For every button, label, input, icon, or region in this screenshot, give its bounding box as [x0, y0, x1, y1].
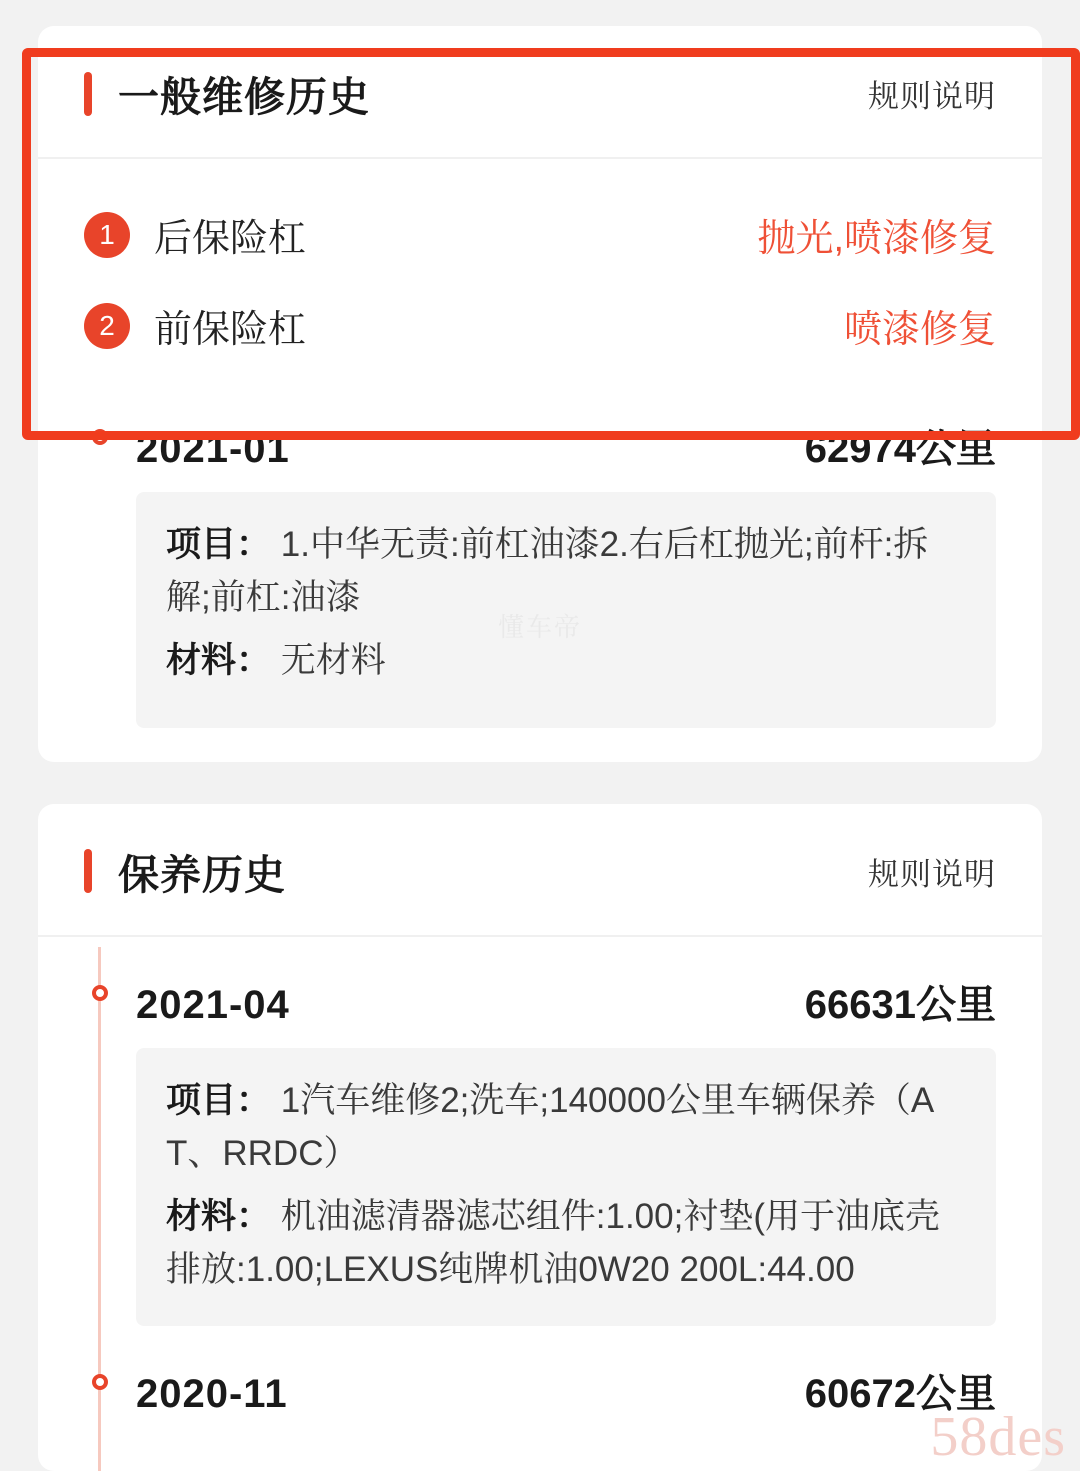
timeline-mileage: 60672公里	[804, 1372, 996, 1417]
timeline-entry[interactable]	[84, 411, 996, 728]
timeline-entry[interactable]	[84, 1356, 996, 1437]
detail-material-row	[166, 1190, 966, 1296]
maintenance-timeline	[38, 937, 1042, 1471]
watermark-text: 懂车帝	[497, 612, 583, 642]
repair-timeline	[38, 411, 1042, 762]
accent-bar-icon	[84, 72, 92, 116]
status-badge: 2	[84, 303, 130, 349]
detail-material-row	[166, 634, 966, 687]
repair-history-header	[38, 26, 1042, 159]
rule-explanation-link[interactable]: 规则说明	[868, 79, 996, 114]
status-badge: 1	[84, 212, 130, 258]
list-item[interactable]	[84, 189, 996, 280]
section-gap	[0, 762, 1080, 804]
rule-explanation-link[interactable]: 规则说明	[868, 856, 996, 892]
repair-history-title-wrap	[84, 64, 370, 123]
detail-items-row	[166, 1074, 966, 1180]
timeline-entry-header	[136, 967, 996, 1048]
detail-items-value: 1汽车维修2;洗车;140000公里车辆保养（AT、RRDC）	[166, 1080, 935, 1173]
detail-material-label: 材料：	[166, 641, 272, 681]
detail-material-label: 材料：	[166, 1196, 272, 1236]
timeline-mileage: 66631公里	[804, 982, 996, 1027]
repair-part-label: 后保险杠	[154, 218, 307, 260]
repair-action-label: 喷漆修复	[843, 309, 996, 351]
detail-material-value: 无材料	[280, 641, 386, 681]
repair-history-card	[38, 26, 1042, 762]
section-title: 保养历史	[118, 851, 286, 898]
repair-item-list	[38, 159, 1042, 411]
repair-row-left	[84, 298, 306, 353]
detail-items-row	[166, 518, 966, 624]
maintenance-history-title-wrap	[84, 842, 286, 901]
timeline-date: 2020-11	[136, 1372, 288, 1417]
page-title: 一般维修历史	[118, 74, 370, 120]
maintenance-history-card	[38, 804, 1042, 1471]
detail-material-value: 机油滤清器滤芯组件:1.00;衬垫(用于油底壳排放:1.00;LEXUS纯牌机油0W20 200L:44.00	[166, 1196, 940, 1290]
timeline-dot-icon	[92, 1374, 108, 1390]
detail-items-label: 项目：	[166, 1080, 272, 1120]
detail-items-value: 1.中华无责:前杠油漆2.右后杠抛光;前杆:拆解;前杠:油漆	[166, 525, 929, 618]
repair-part-label: 前保险杠	[154, 309, 307, 351]
timeline-entry-detail	[136, 1048, 996, 1327]
timeline-entry-detail	[136, 492, 996, 728]
accent-bar-icon	[84, 849, 92, 893]
watermark-logo: 58des	[930, 1406, 1066, 1469]
detail-items-label: 项目：	[166, 525, 272, 564]
timeline-mileage: 62974公里	[804, 427, 996, 471]
list-item[interactable]	[84, 280, 996, 371]
timeline-dot-icon	[92, 985, 108, 1001]
maintenance-history-header	[38, 804, 1042, 937]
timeline-entry[interactable]	[84, 967, 996, 1327]
timeline-entry-header	[136, 411, 996, 492]
timeline-entry-header	[136, 1356, 996, 1437]
timeline-date: 2021-04	[136, 982, 290, 1027]
repair-action-label: 抛光,喷漆修复	[757, 218, 996, 260]
timeline-dot-icon	[92, 429, 108, 445]
timeline-date: 2021-01	[136, 427, 290, 471]
repair-row-left	[84, 207, 306, 262]
